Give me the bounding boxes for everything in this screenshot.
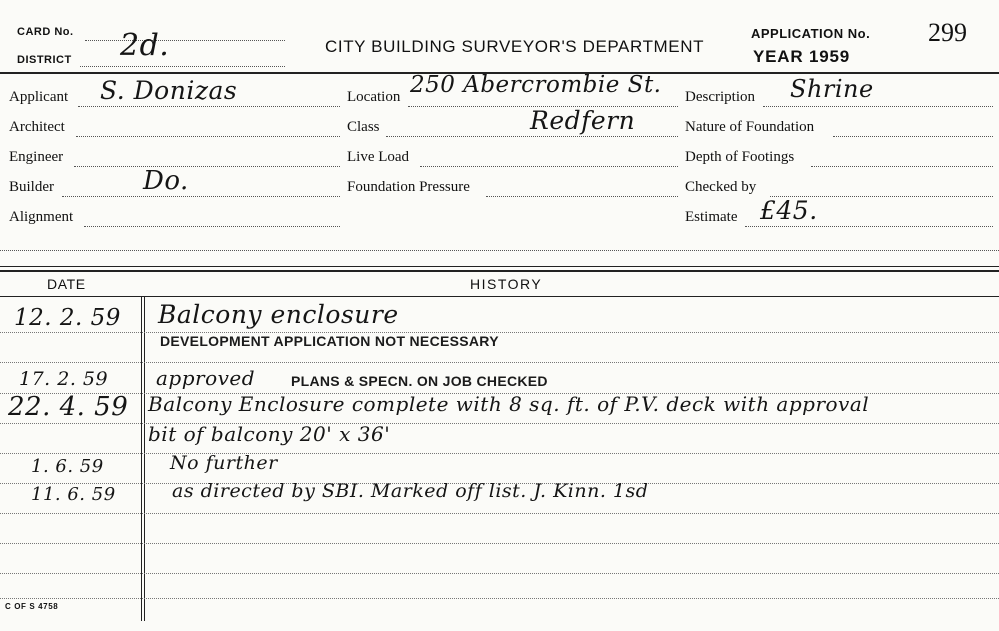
- district-label: DISTRICT: [17, 54, 72, 66]
- applicant-line: [78, 106, 340, 107]
- entry-text: Balcony enclosure: [158, 300, 399, 329]
- description-label: Description: [685, 89, 755, 105]
- class-value: Redfern: [530, 106, 636, 135]
- entry-date: 17. 2. 59: [19, 368, 109, 390]
- date-header: DATE: [47, 276, 86, 292]
- application-no-label: APPLICATION No.: [751, 26, 871, 41]
- history-rule: [0, 332, 999, 333]
- history-rule: [0, 362, 999, 363]
- class-label: Class: [347, 119, 380, 135]
- description-line: [763, 106, 993, 107]
- depth-of-footings-line: [811, 166, 993, 167]
- entry-date: 1. 6. 59: [31, 456, 104, 477]
- entry-text: as directed by SBI. Marked off list. J. Kinn. 1sd: [172, 480, 649, 502]
- history-header-underline: [0, 296, 999, 297]
- history-rule: [0, 543, 999, 544]
- depth-of-footings-label: Depth of Footings: [685, 149, 795, 165]
- entry-stamp: PLANS & SPECN. ON JOB CHECKED: [291, 373, 548, 389]
- checked-by-label: Checked by: [685, 179, 757, 195]
- application-no-value: 299: [928, 18, 967, 47]
- architect-line: [76, 136, 340, 137]
- district-value: 2d.: [120, 28, 170, 63]
- history-header: HISTORY: [470, 276, 543, 292]
- live-load-label: Live Load: [347, 149, 410, 165]
- builder-value: Do.: [143, 166, 189, 196]
- history-rule: [0, 513, 999, 514]
- entry-date: 11. 6. 59: [31, 484, 116, 505]
- card-no-label: CARD No.: [17, 26, 74, 38]
- estimate-value: £45.: [760, 196, 818, 225]
- year-label: YEAR 1959: [753, 47, 850, 66]
- foundation-pressure-line: [486, 196, 678, 197]
- applicant-value: S. Donizas: [100, 76, 238, 105]
- fields-bottom-line: [0, 250, 999, 251]
- entry-date: 12. 2. 59: [14, 305, 121, 331]
- location-label: Location: [347, 89, 401, 105]
- engineer-line: [74, 166, 340, 167]
- architect-label: Architect: [9, 119, 65, 135]
- form-code: C OF S 4758: [5, 602, 59, 611]
- history-rule: [0, 598, 999, 599]
- history-rule: [0, 453, 999, 454]
- entry-hand-text: approved: [156, 366, 256, 390]
- builder-line: [62, 196, 340, 197]
- history-rule: [0, 573, 999, 574]
- estimate-line: [745, 226, 993, 227]
- department-title: CITY BUILDING SURVEYOR'S DEPARTMENT: [325, 37, 705, 56]
- entry-text-line2: bit of balcony 20' x 36': [148, 422, 391, 446]
- description-value: Shrine: [790, 75, 874, 103]
- district-line: [80, 66, 285, 67]
- builder-label: Builder: [9, 179, 54, 195]
- entry-stamp: DEVELOPMENT APPLICATION NOT NECESSARY: [160, 333, 499, 349]
- nature-of-foundation-line: [833, 136, 993, 137]
- alignment-line: [84, 226, 340, 227]
- nature-of-foundation-label: Nature of Foundation: [685, 119, 815, 135]
- entry-date: 22. 4. 59: [8, 392, 129, 422]
- location-value: 250 Abercrombie St.: [410, 72, 662, 98]
- engineer-label: Engineer: [9, 149, 64, 165]
- foundation-pressure-label: Foundation Pressure: [347, 179, 470, 195]
- card-no-line: [85, 40, 285, 41]
- history-divider-top: [0, 266, 999, 267]
- entry-text: No further: [170, 452, 278, 474]
- entry-text: Balcony Enclosure complete with 8 sq. ft. of P.V. deck with approval: [148, 392, 870, 416]
- estimate-label: Estimate: [685, 209, 738, 225]
- alignment-label: Alignment: [9, 209, 74, 225]
- class-line: [386, 136, 678, 137]
- live-load-line: [420, 166, 678, 167]
- applicant-label: Applicant: [9, 89, 69, 105]
- history-divider-top-2: [0, 270, 999, 272]
